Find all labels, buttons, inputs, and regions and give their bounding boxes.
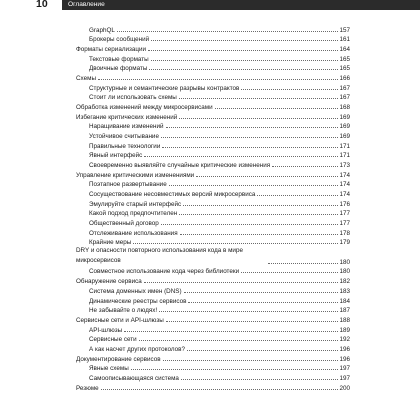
toc-entry-title: Система доменных имен (DNS): [89, 287, 182, 295]
toc-entry-page: 177: [339, 210, 350, 218]
toc-entry: [76, 159, 350, 169]
dot-leader: [272, 166, 338, 167]
toc-entry-title: Самоописывающаяся система: [89, 374, 179, 382]
toc-entry-page: 167: [339, 94, 350, 102]
toc-entry-title: Управление критическими изменениями: [76, 171, 195, 179]
toc-entry-page: 169: [339, 133, 350, 141]
dot-leader: [149, 69, 338, 70]
toc-entry: [76, 198, 350, 208]
toc-entry-title: Текстовые форматы: [89, 55, 149, 63]
toc-entry-title: Сосуществование несовместимых версий микросервиса: [89, 191, 256, 199]
dot-leader: [98, 79, 339, 80]
dot-leader: [151, 40, 338, 41]
toc-entry-page: 196: [339, 355, 350, 363]
toc-entry-title: Общественный договор: [89, 220, 159, 228]
dot-leader: [179, 214, 338, 215]
toc-entry-title: Отслеживание использования: [89, 229, 178, 237]
toc-entry-page: 196: [339, 345, 350, 353]
toc-entry: [76, 150, 350, 160]
toc-entry-page: 178: [339, 229, 350, 237]
toc-entry: [76, 63, 350, 73]
toc-entry-title: Брокеры сообщений: [89, 36, 150, 44]
toc-entry-page: 184: [339, 297, 350, 305]
toc-entry-title: Какой подход предпочтителен: [89, 210, 178, 218]
toc-entry-title: Эмулируйте старый интерфейс: [89, 200, 182, 208]
dot-leader: [144, 282, 339, 283]
toc-entry: [76, 43, 350, 53]
toc-entry: [76, 353, 350, 363]
toc-entry: [76, 111, 350, 121]
toc-entry: [76, 237, 350, 247]
dot-leader: [179, 118, 338, 119]
toc-entry-page: 173: [339, 162, 350, 170]
toc-entry: [76, 121, 350, 131]
page-header: [36, 0, 420, 10]
dot-leader: [161, 137, 339, 138]
dot-leader: [257, 195, 338, 196]
dot-leader: [131, 369, 339, 370]
toc-entry-page: 166: [339, 75, 350, 83]
toc-entry-page: 171: [339, 152, 350, 160]
dot-leader: [151, 60, 339, 61]
toc-entry: [76, 34, 350, 44]
toc-entry: [76, 140, 350, 150]
toc-entry: [76, 305, 350, 315]
toc-entry: [76, 324, 350, 334]
header-title: Оглавление: [68, 1, 105, 8]
toc-entry-page: 161: [339, 36, 350, 44]
toc-entry-title: Устойчивое считывание: [89, 133, 159, 141]
dot-leader: [179, 98, 339, 99]
dot-leader: [268, 263, 338, 264]
dot-leader: [162, 147, 338, 148]
toc-entry: [76, 217, 350, 227]
toc-entry-title: Не забывайте о людях!: [89, 307, 158, 315]
toc-entry-page: 189: [339, 326, 350, 334]
toc-entry-page: 165: [339, 65, 350, 73]
toc-entry-page: 177: [339, 220, 350, 228]
toc-entry-page: 180: [339, 268, 350, 276]
toc-entry-page: 188: [339, 316, 350, 324]
toc-entry-title: Крайние меры: [89, 239, 132, 247]
toc-entry: [76, 363, 350, 373]
toc-entry-title: Двоичные форматы: [89, 65, 148, 73]
toc-entry: [76, 72, 350, 82]
toc-entry-title: Стоит ли использовать схемы: [89, 94, 177, 102]
dot-leader: [101, 389, 339, 390]
toc-entry: [76, 82, 350, 92]
toc-entry-page: 167: [339, 84, 350, 92]
dot-leader: [183, 205, 338, 206]
toc-entry: [76, 314, 350, 324]
dot-leader: [124, 331, 338, 332]
toc-entry-title: Сервисные сети и API-шлюзы: [76, 316, 164, 324]
page-number: 10: [36, 0, 48, 10]
toc-entry-title: Наращивание изменений: [89, 123, 164, 131]
toc-entry-title: А как насчет других протоколов?: [89, 345, 185, 353]
toc-entry: [76, 285, 350, 295]
dot-leader: [159, 311, 338, 312]
toc-entry-page: 187: [339, 307, 350, 315]
dot-leader: [180, 234, 339, 235]
toc-entry-title: Совместное использование кода через библиотеки: [89, 268, 240, 276]
toc-entry-page: 168: [339, 104, 350, 112]
toc-entry: [76, 130, 350, 140]
toc-entry-page: 200: [339, 384, 350, 392]
toc-entry: [76, 343, 350, 353]
dot-leader: [148, 50, 338, 51]
toc-entry: [76, 275, 350, 285]
toc-entry: [76, 92, 350, 102]
toc-entry-page: 179: [339, 239, 350, 247]
dot-leader: [241, 89, 338, 90]
toc-entry: [76, 24, 350, 34]
dot-leader: [184, 292, 339, 293]
toc-entry-page: 197: [339, 365, 350, 373]
dot-leader: [215, 108, 339, 109]
toc-entry-title: Резюме: [76, 384, 99, 392]
toc-entry-page: 169: [339, 113, 350, 121]
toc-entry: [76, 179, 350, 189]
toc-entry-title: Сервисные сети: [89, 336, 137, 344]
toc-entry: [76, 334, 350, 344]
toc-entry-page: 183: [339, 287, 350, 295]
dot-leader: [181, 379, 339, 380]
dot-leader: [139, 340, 339, 341]
toc-entry-title: Явный интерфейс: [89, 152, 143, 160]
toc-entry-title: Схемы: [76, 75, 96, 83]
dot-leader: [133, 243, 338, 244]
header-bar: [62, 0, 420, 10]
dot-leader: [117, 31, 339, 32]
toc-entry-title: GraphQL: [89, 26, 115, 34]
dot-leader: [166, 321, 339, 322]
toc-entry-title: Правильные технологии: [89, 142, 161, 150]
toc-entry-page: 192: [339, 336, 350, 344]
toc-entry: [76, 266, 350, 276]
toc-entry-page: 174: [339, 171, 350, 179]
toc-entry-page: 197: [339, 374, 350, 382]
toc-entry: [76, 208, 350, 218]
toc-entry-title: Явные схемы: [89, 365, 129, 373]
dot-leader: [187, 350, 339, 351]
toc-entry: [76, 101, 350, 111]
toc-entry: [76, 53, 350, 63]
table-of-contents: [76, 24, 350, 392]
toc-entry-page: 176: [339, 200, 350, 208]
toc-entry-title: Документирование сервисов: [76, 355, 161, 363]
toc-entry-page: 164: [339, 46, 350, 54]
toc-entry: [76, 382, 350, 392]
toc-entry-title: Динамические реестры сервисов: [89, 297, 187, 305]
dot-leader: [161, 224, 339, 225]
toc-entry: [76, 169, 350, 179]
toc-entry-page: 174: [339, 181, 350, 189]
toc-entry: [76, 188, 350, 198]
toc-entry-title: Поэтапное развертывание: [89, 181, 167, 189]
toc-entry-page: 157: [339, 26, 350, 34]
toc-entry-title: API-шлюзы: [89, 326, 123, 334]
dot-leader: [166, 127, 339, 128]
toc-entry-page: 174: [339, 191, 350, 199]
toc-entry-page: 180: [339, 258, 350, 266]
dot-leader: [241, 272, 338, 273]
toc-entry-title: Обнаружение сервиса: [76, 278, 142, 286]
toc-entry-page: 165: [339, 55, 350, 63]
toc-entry-title: Форматы сериализации: [76, 46, 147, 54]
dot-leader: [196, 176, 338, 177]
toc-entry-title: Своевременно выявляйте случайные критические изменения: [89, 162, 271, 170]
dot-leader: [169, 185, 339, 186]
toc-entry-title: Структурные и семантические разрывы контрактов: [89, 84, 240, 92]
toc-entry-page: 182: [339, 278, 350, 286]
toc-entry-title: Избегание критических изменений: [76, 113, 178, 121]
toc-entry-title: Обработка изменений между микросервисами: [76, 104, 213, 112]
toc-entry: [76, 227, 350, 237]
toc-entry-page: 169: [339, 123, 350, 131]
dot-leader: [163, 360, 339, 361]
toc-entry: [76, 295, 350, 305]
dot-leader: [188, 302, 338, 303]
toc-entry-title: DRY и опасности повторного использования кода в мире микросервисов: [76, 246, 267, 265]
toc-entry: [76, 372, 350, 382]
toc-entry-page: 171: [339, 142, 350, 150]
toc-entry: [76, 246, 350, 265]
dot-leader: [144, 156, 338, 157]
